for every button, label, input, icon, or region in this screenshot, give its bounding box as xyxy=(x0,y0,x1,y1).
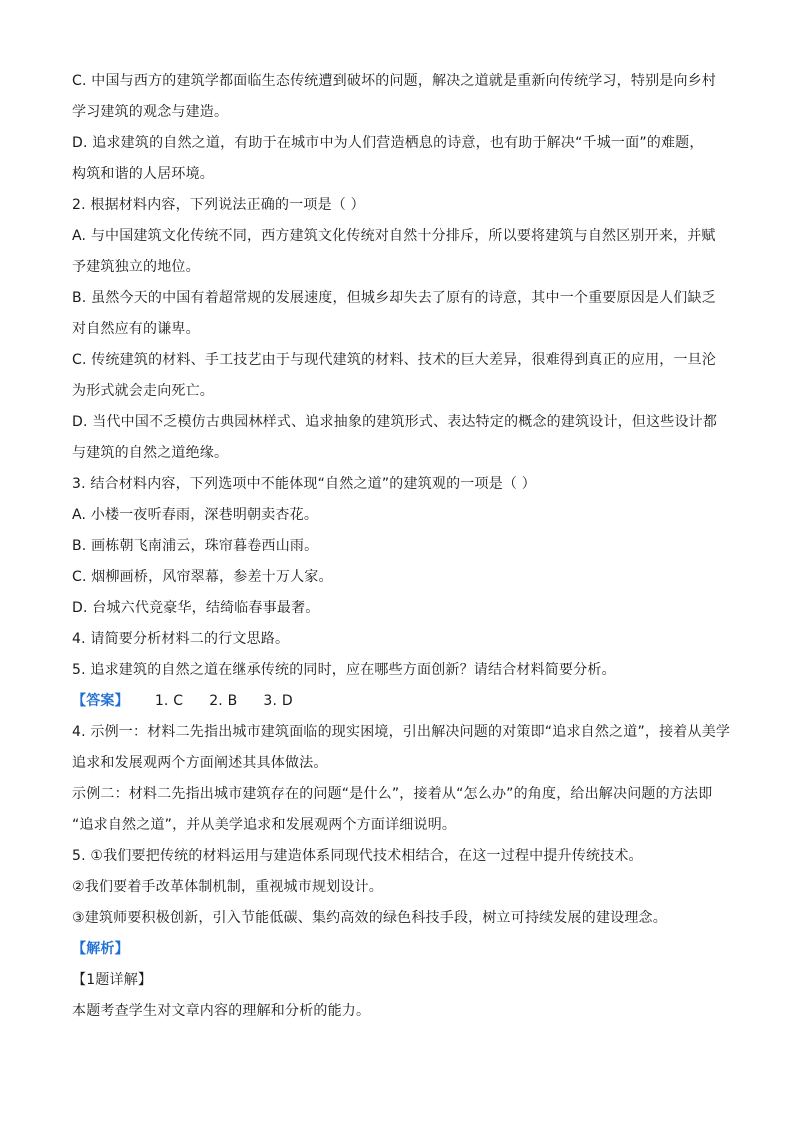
detail-tag: 【1题详解】 xyxy=(72,972,153,988)
analysis-tag: 【解析】 xyxy=(72,941,129,957)
option-d-line-2: 构筑和谐的人居环境。 xyxy=(72,166,214,182)
answer-5-point-1: 5. ①我们要把传统的材料运用与建造体系同现代技术相结合，在这一过程中提升传统技术。 xyxy=(72,848,643,864)
option-d-line-1: D. 追求建筑的自然之道，有助于在城市中为人们营造栖息的诗意，也有助于解决“千城一面”的难题， xyxy=(72,135,704,151)
q2-option-b-line-2: 对自然应有的谦卑。 xyxy=(72,321,200,337)
q2-option-d-line-2: 与建筑的自然之道绝缘。 xyxy=(72,445,229,461)
question-2: 2. 根据材料内容，下列说法正确的一项是（ ） xyxy=(72,197,365,213)
question-4: 4. 请简要分析材料二的行文思路。 xyxy=(72,631,290,647)
question-5: 5. 追求建筑的自然之道在继承传统的同时，应在哪些方面创新？请结合材料简要分析。 xyxy=(72,662,616,678)
question-3: 3. 结合材料内容，下列选项中不能体现“自然之道”的建筑观的一项是（ ） xyxy=(72,476,536,492)
q3-option-a: A. 小楼一夜听春雨，深巷明朝卖杏花。 xyxy=(72,507,319,523)
answer-line xyxy=(72,686,728,717)
q3-option-d: D. 台城六代竞豪华，结绮临春事最奢。 xyxy=(72,600,320,616)
q2-option-c-line-1: C. 传统建筑的材料、手工技艺由于与现代建筑的材料、技术的巨大差异，很难得到真正的应用，一旦沦 xyxy=(72,352,717,368)
analysis-text: 本题考查学生对文章内容的理解和分析的能力。 xyxy=(72,1003,371,1019)
q2-option-c-line-2: 为形式就会走向死亡。 xyxy=(72,383,214,399)
q2-option-d-line-1: D. 当代中国不乏模仿古典园林样式、追求抽象的建筑形式、表达特定的概念的建筑设计，但这些设计都 xyxy=(72,414,718,430)
q2-option-a-line-2: 予建筑独立的地位。 xyxy=(72,259,200,275)
answer-5-point-2: ②我们要着手改革体制机制，重视城市规划设计。 xyxy=(72,879,383,895)
option-c-line-1: C. 中国与西方的建筑学都面临生态传统遭到破坏的问题，解决之道就是重新向传统学习，特别是向乡村 xyxy=(72,73,717,89)
q3-option-c: C. 烟柳画桥，风帘翠幕，参差十万人家。 xyxy=(72,569,333,585)
q2-option-b-line-1: B. 虽然今天的中国有着超常规的发展速度，但城乡却失去了原有的诗意，其中一个重要原因是人们缺乏 xyxy=(72,290,716,306)
answer-item-2: 2. B xyxy=(209,693,238,709)
answer-4-example-1-line-1: 4. 示例一：材料二先指出城市建筑面临的现实困境，引出解决问题的对策即“追求自然之道”，接着从美学 xyxy=(72,724,731,740)
q2-option-a-line-1: A. 与中国建筑文化传统不同，西方建筑文化传统对自然十分排斥，所以要将建筑与自然区别开来，并赋 xyxy=(72,228,716,244)
answer-item-3: 3. D xyxy=(263,693,293,709)
answer-4-example-1-line-2: 追求和发展观两个方面阐述其具体做法。 xyxy=(72,755,328,771)
option-c-line-2: 学习建筑的观念与建造。 xyxy=(72,104,229,120)
answer-5-point-3: ③建筑师要积极创新，引入节能低碳、集约高效的绿色科技手段，树立可持续发展的建设理念。 xyxy=(72,910,667,926)
q3-option-b: B. 画栋朝飞南浦云，珠帘暮卷西山雨。 xyxy=(72,538,319,554)
answer-tag: 【答案】 xyxy=(72,693,129,709)
answer-4-example-2-line-1: 示例二：材料二先指出城市建筑存在的问题“是什么”，接着从“怎么办”的角度，给出解决问题的方法即 xyxy=(72,786,713,802)
analysis-line xyxy=(72,934,728,965)
answer-4-example-2-line-2: “追求自然之道”，并从美学追求和发展观两个方面详细说明。 xyxy=(72,817,457,833)
detail-line xyxy=(72,965,728,996)
answer-item-1: 1. C xyxy=(154,693,184,709)
document-page xyxy=(72,66,731,1027)
